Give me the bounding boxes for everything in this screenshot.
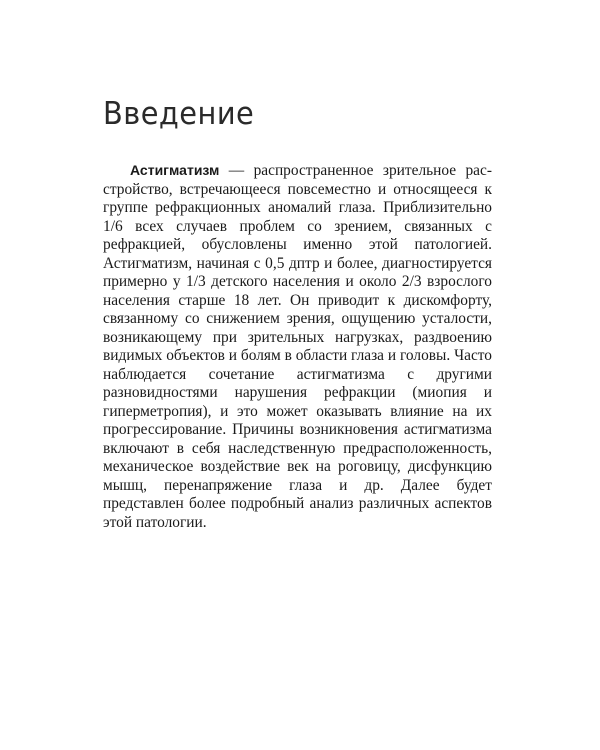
key-term: Астигматизм — [130, 162, 220, 178]
paragraph-text: — распространенное зрительное расстройство, встречающееся повсеместно и относящееся к группе рефракционных аномалий глаза. Приблизительно 1/6 всех случаев проблем со зрением, связанных с рефракцией, обусловлены именно этой патологией. Астигматизм, начиная с 0,5 дптр и более, диагностируется примерно у 1/3 детского населения и около 2/3 взрослого населения старше 18 лет. Он приводит к дискомфорту, связанному со снижением зрения, ощущению усталости, возникающему при зрительных нагрузках, раздвоению видимых объектов и болям в области глаза и головы. Часто наблюдается сочетание астигматизма с другими разновидностями нарушения рефракции (миопия и гиперметропия), и это может оказывать влияние на их прогрессирование. Причины возникновения астигматизма включают в себя наследственную предрасположенность, механическое воздействие век на роговицу, дисфункцию мышц, перенапряжение глаза и др. Далее будет представлен более подробный анализ различных аспектов этой патологии. — [103, 162, 492, 531]
intro-paragraph — [103, 161, 492, 532]
section-heading: Введение — [103, 96, 255, 132]
